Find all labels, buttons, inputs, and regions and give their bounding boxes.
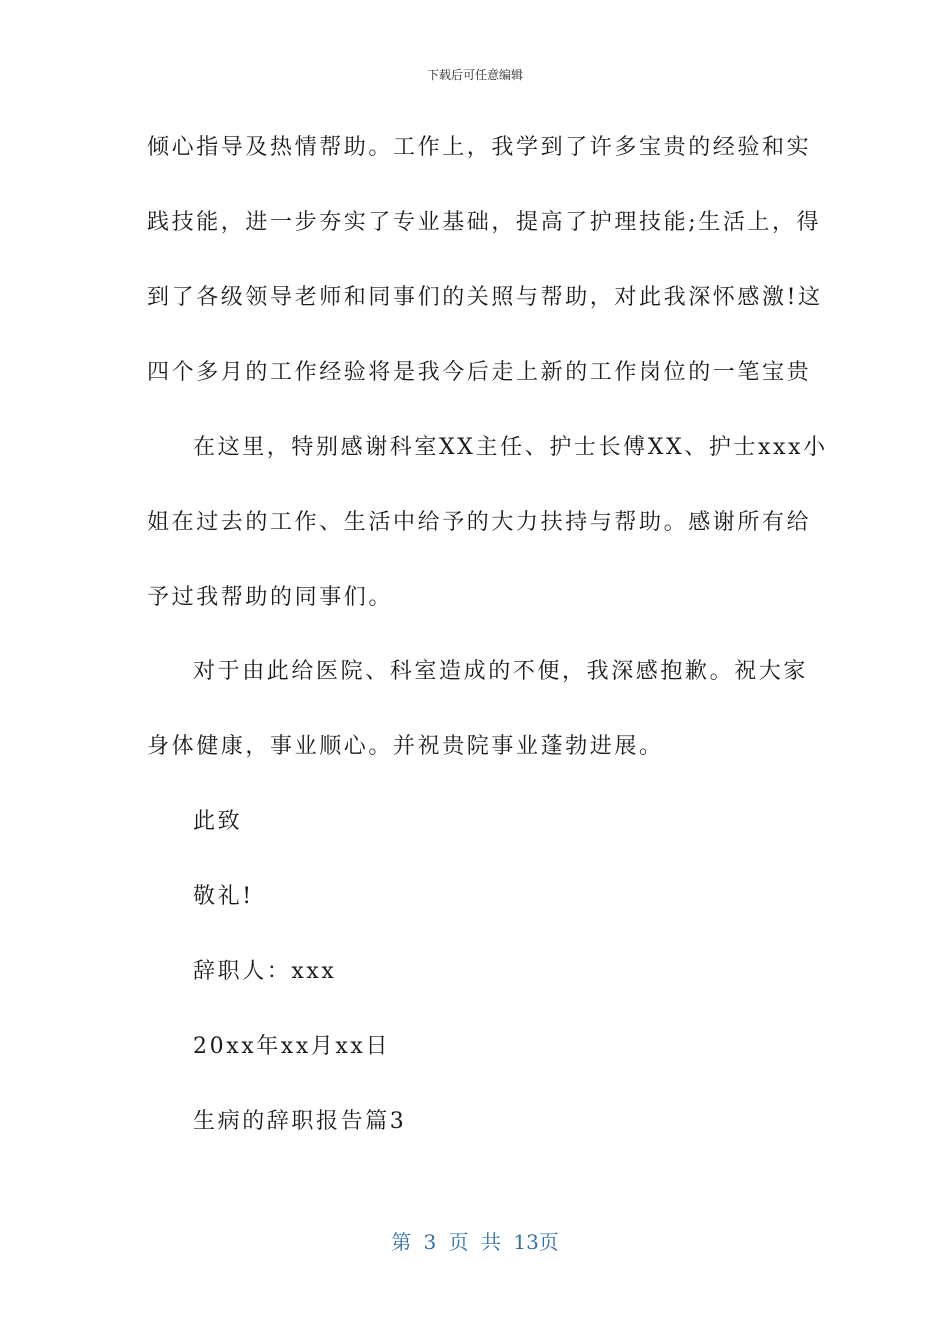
body-line-9: 身体健康，事业顺心。并祝贵院事业蓬勃进展。 [147, 734, 664, 759]
body-line-7: 予过我帮助的同事们。 [147, 585, 394, 610]
date-line: 20xx年xx月xx日 [193, 1034, 391, 1059]
body-line-4: 四个多月的工作经验将是我今后走上新的工作岗位的一笔宝贵 [147, 360, 812, 385]
signature-line: 辞职人：xxx [193, 959, 337, 984]
section-heading: 生病的辞职报告篇3 [193, 1109, 407, 1134]
body-line-6: 姐在过去的工作、生活中给予的大力扶持与帮助。感谢所有给 [147, 510, 812, 535]
body-line-8: 对于由此给医院、科室造成的不便，我深感抱歉。祝大家 [193, 659, 809, 684]
body-line-3: 到了各级领导老师和同事们的关照与帮助，对此我深怀感激!这 [147, 285, 823, 310]
closing-line: 敬礼! [193, 884, 254, 909]
body-line-5: 在这里，特别感谢科室XX主任、护士长傅XX、护士xxx小 [193, 435, 828, 460]
page-header-note: 下载后可任意编辑 [426, 68, 523, 82]
salutation-line: 此致 [193, 809, 243, 834]
body-line-2: 践技能，进一步夯实了专业基础，提高了护理技能;生活上，得 [147, 210, 822, 235]
body-line-1: 倾心指导及热情帮助。工作上，我学到了许多宝贵的经验和实 [147, 135, 812, 160]
page-number-footer: 第 3 页 共 13页 [391, 1230, 559, 1254]
